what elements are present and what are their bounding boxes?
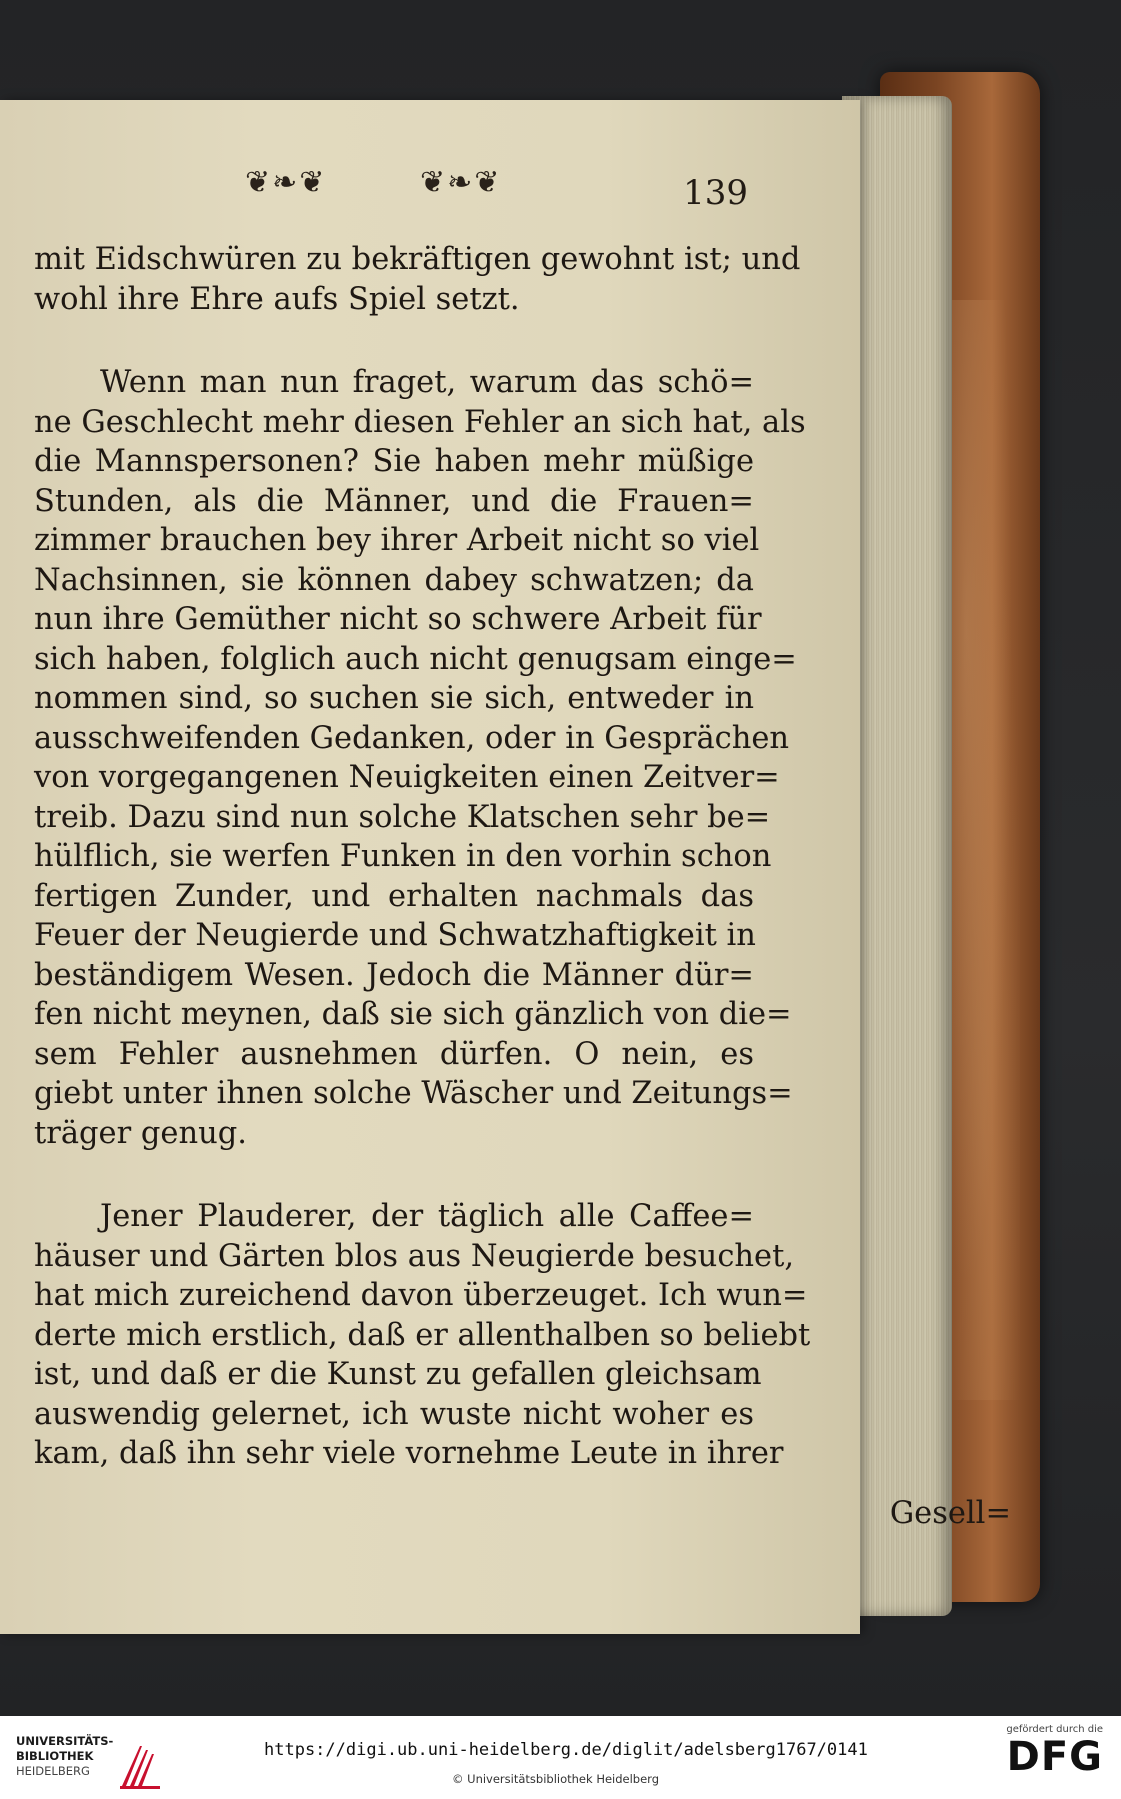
text-line: die Mannspersonen? Sie haben mehr müßige [34, 444, 754, 479]
text-line: von vorgegangenen Neuigkeiten einen Zeitver= [34, 760, 780, 795]
text-line: ne Geschlecht mehr diesen Fehler an sich hat, als [34, 404, 806, 440]
text-line: ausschweifenden Gedanken, oder in Gesprächen [34, 720, 790, 756]
text-line: hat mich zureichend davon überzeuget. Ich wun= [34, 1278, 808, 1313]
text-line: beständigem Wesen. Jedoch die Männer dür= [34, 957, 754, 993]
library-name [16, 1734, 113, 1779]
dfg-caption: gefördert durch die [1006, 1724, 1103, 1735]
text-line: Stunden, als die Männer, und die Frauen= [34, 483, 754, 519]
paragraph-3 [34, 1197, 811, 1474]
text-line: nommen sind, so suchen sie sich, entweder in [34, 681, 754, 716]
dfg-logo[interactable] [983, 1724, 1103, 1794]
library-emblem-icon [116, 1740, 164, 1792]
text-line: hülflich, sie werfen Funken in den vorhin schon [34, 839, 772, 874]
page-number: 139 [683, 173, 748, 213]
text-line: treib. Dazu sind nun solche Klatschen sehr be= [34, 799, 771, 835]
text-line: träger genug. [34, 1115, 247, 1151]
text-line: sich haben, folglich auch nicht genugsam einge= [34, 641, 797, 677]
text-line: nun ihre Gemüther nicht so schwere Arbeit für [34, 602, 762, 637]
text-line: fen nicht meynen, daß sie sich gänzlich von die= [34, 997, 792, 1032]
page-header [0, 165, 860, 215]
text-line: wohl ihre Ehre aufs Spiel setzt. [34, 281, 520, 317]
text-line: Feuer der Neugierde und Schwatzhaftigkeit in [34, 918, 756, 953]
copyright-notice: © Universitätsbibliothek Heidelberg [452, 1772, 660, 1786]
page-body [34, 240, 811, 1474]
library-line-2: BIBLIOTHEK [16, 1749, 94, 1763]
catchword: Gesell= [889, 1496, 1011, 1531]
text-line: Jener Plauderer, der täglich alle Caffee= [100, 1199, 754, 1234]
text-line: giebt unter ihnen solche Wäscher und Zeitungs= [34, 1076, 793, 1111]
text-line: ist, und daß er die Kunst zu gefallen gleichsam [34, 1357, 762, 1392]
text-line: sem Fehler ausnehmen dürfen. O nein, es [34, 1036, 754, 1072]
text-line: häuser und Gärten blos aus Neugierde besuchet, [34, 1238, 795, 1274]
header-ornament-left: ❦❧❦ [245, 165, 327, 200]
text-line: zimmer brauchen bey ihrer Arbeit nicht so viel [34, 523, 760, 558]
text-line: derte mich erstlich, daß er allenthalben so beliebt [34, 1317, 811, 1353]
paragraph-2 [34, 363, 806, 1153]
header-ornament-right: ❦❧❦ [420, 165, 502, 200]
paragraph-1 [34, 240, 801, 319]
dfg-wordmark: DFG [1006, 1734, 1103, 1780]
text-line: fertigen Zunder, und erhalten nachmals das [34, 878, 754, 914]
viewer-footer [0, 1716, 1121, 1799]
library-line-1: UNIVERSITÄTS- [16, 1734, 114, 1748]
text-line: auswendig gelernet, ich wuste nicht woher es [34, 1396, 754, 1432]
text-line: Wenn man nun fraget, warum das schö= [100, 365, 754, 400]
permalink-url[interactable]: https://digi.ub.uni-heidelberg.de/diglit/adelsberg1767/0141 [264, 1740, 868, 1760]
text-line: Nachsinnen, sie können dabey schwatzen; da [34, 562, 754, 598]
text-line: mit Eidschwüren zu bekräftigen gewohnt ist; und [34, 242, 801, 277]
library-line-3: HEIDELBERG [16, 1764, 90, 1778]
library-logo[interactable] [16, 1734, 176, 1794]
text-line: kam, daß ihn sehr viele vornehme Leute in ihrer [34, 1436, 784, 1471]
